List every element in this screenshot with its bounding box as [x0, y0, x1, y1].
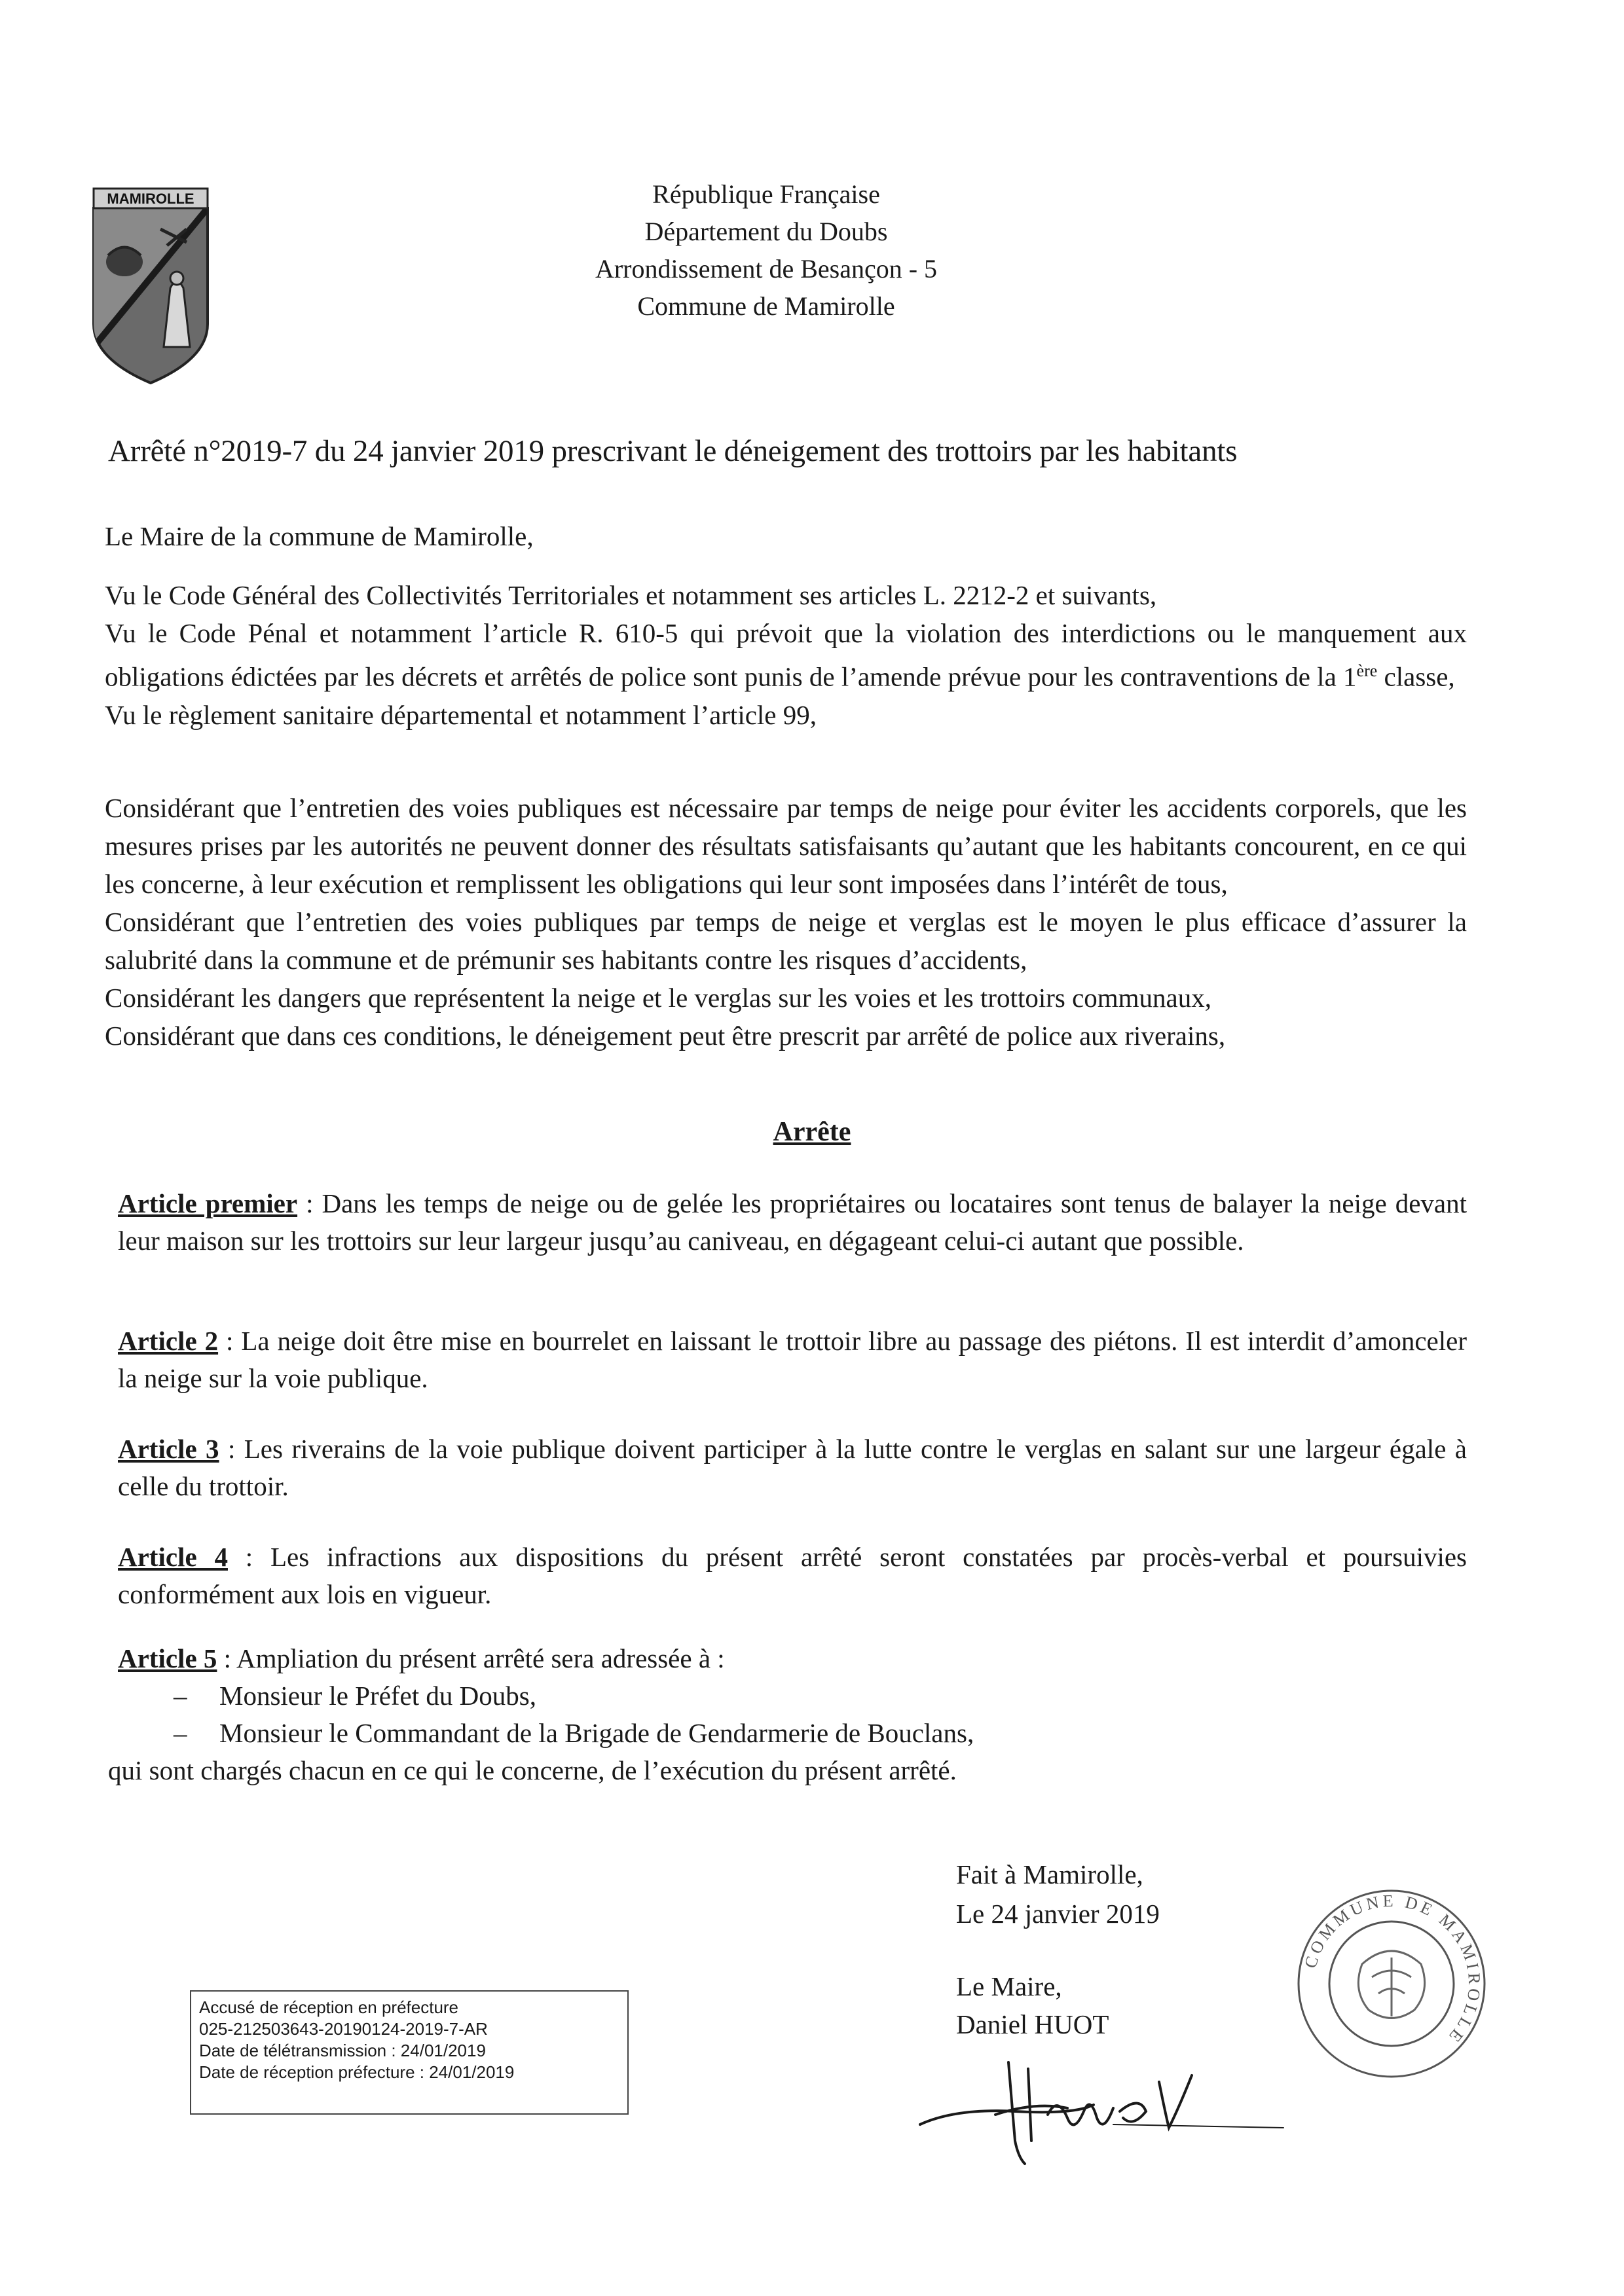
- svg-text:COMMUNE DE MAMIROLLE: COMMUNE DE MAMIROLLE: [1301, 1891, 1485, 2049]
- vu-clauses: [105, 576, 1467, 734]
- considerant-clause-2: Considérant que l’entretien des voies publiques par temps de neige et verglas est le moyen le plus efficace d’assurer la salubrité dans la commune et de prémunir ses habitants contre les risques d’accidents,: [105, 907, 1467, 975]
- closing-date: Le 24 janvier 2019: [956, 1899, 1160, 1929]
- receipt-title: Accusé de réception en préfecture: [199, 1997, 459, 2017]
- considerant-clause-1: Considérant que l’entretien des voies publiques est nécessaire par temps de neige pour éviter les accidents corporels, que les mesures prises par les autorités ne peuvent donner des résultats satisfaisants qu’autant que les habitants concourent, en ce qui les concerne, à leur exécution et remplissent les obligations qui leur sont imposées dans l’intérêt de tous,: [105, 793, 1467, 899]
- considerant-clauses: [105, 789, 1467, 1055]
- header-department: Département du Doubs: [644, 217, 888, 246]
- vu-clause-code-penal: [105, 614, 1467, 696]
- header-republic: République Française: [652, 179, 880, 209]
- receipt-reception-date: Date de réception préfecture : 24/01/2019: [199, 2062, 515, 2082]
- coat-of-arms-icon: [88, 183, 213, 386]
- article-3-label: Article 3: [118, 1434, 219, 1464]
- header-commune: Commune de Mamirolle: [637, 291, 895, 321]
- municipal-seal-icon: [1293, 1886, 1490, 2082]
- vu-clause-code-penal-end: classe,: [1377, 661, 1455, 692]
- closing-block: [956, 1855, 1160, 1933]
- considerant-clause-4: Considérant que dans ces conditions, le déneigement peut être prescrit par arrêté de police aux riverains,: [105, 1021, 1226, 1051]
- article-3: [118, 1430, 1467, 1505]
- prefecture-receipt-box: [190, 1990, 629, 2115]
- article-4-label: Article 4: [118, 1542, 228, 1572]
- article-5: [108, 1640, 1467, 1789]
- article-2: [118, 1322, 1467, 1397]
- signatory-role: Le Maire,: [956, 1971, 1062, 2001]
- crest-banner-text: MAMIROLLE: [107, 191, 194, 207]
- vu-clause-cgct: Vu le Code Général des Collectivités Territoriales et notamment ses articles L. 2212-2 et suivants,: [105, 580, 1157, 610]
- distribution-list: [118, 1677, 1467, 1752]
- article-1-label: Article premier: [118, 1188, 298, 1218]
- signatory-name: Daniel HUOT: [956, 2009, 1109, 2039]
- signatory-block: [956, 1967, 1109, 2043]
- article-1: [118, 1185, 1467, 1260]
- considerant-clause-3: Considérant les dangers que représentent la neige et le verglas sur les voies et les trottoirs communaux,: [105, 983, 1212, 1013]
- letterhead: [498, 175, 1035, 325]
- article-4: [118, 1539, 1467, 1613]
- article-5-label: Article 5: [118, 1643, 217, 1673]
- article-2-text: : La neige doit être mise en bourrelet en laissant le trottoir libre au passage des piétons. Il est interdit d’amonceler la neige sur la voie publique.: [118, 1326, 1467, 1393]
- header-arrondissement: Arrondissement de Besançon - 5: [595, 254, 938, 283]
- vu-clause-code-penal-text: Vu le Code Pénal et notamment l’article R. 610-5 qui prévoit que la violation des interdictions ou le manquement aux obligations édictées par les décrets et arrêtés de police sont punis de l’amende prévue pour les contraventions de la 1: [105, 618, 1467, 692]
- distribution-item: – Monsieur le Préfet du Doubs,: [174, 1677, 1467, 1715]
- article-2-label: Article 2: [118, 1326, 219, 1356]
- receipt-transmission-date: Date de télétransmission : 24/01/2019: [199, 2041, 486, 2060]
- closing-place: Fait à Mamirolle,: [956, 1859, 1143, 1889]
- handwritten-signature-icon: [917, 2043, 1297, 2167]
- article-5-closing: qui sont chargés chacun en ce qui le concerne, de l’exécution du présent arrêté.: [108, 1755, 957, 1785]
- receipt-reference: 025-212503643-20190124-2019-7-AR: [199, 2019, 488, 2039]
- article-4-text: : Les infractions aux dispositions du présent arrêté seront constatées par procès-verbal et poursuivies conformément aux lois en vigueur.: [118, 1542, 1467, 1609]
- article-5-text: : Ampliation du présent arrêté sera adressée à :: [217, 1643, 725, 1673]
- article-5-intro: [118, 1640, 1467, 1677]
- vu-clause-reglement: Vu le règlement sanitaire départemental et notamment l’article 99,: [105, 699, 817, 730]
- mayor-line: Le Maire de la commune de Mamirolle,: [105, 521, 534, 551]
- distribution-item: – Monsieur le Commandant de la Brigade de Gendarmerie de Bouclans,: [174, 1715, 1467, 1752]
- ordinal-superscript: ère: [1356, 661, 1378, 680]
- article-3-text: : Les riverains de la voie publique doivent participer à la lutte contre le verglas en salant sur une largeur égale à celle du trottoir.: [118, 1434, 1467, 1501]
- arrete-heading: Arrête: [773, 1117, 851, 1147]
- decree-title: Arrêté n°2019-7 du 24 janvier 2019 prescrivant le déneigement des trottoirs par les habitants: [108, 434, 1238, 468]
- article-1-text: : Dans les temps de neige ou de gelée les propriétaires ou locataires sont tenus de balayer la neige devant leur maison sur les trottoirs sur leur largeur jusqu’au caniveau, en dégageant celui-ci autant que possible.: [118, 1188, 1467, 1256]
